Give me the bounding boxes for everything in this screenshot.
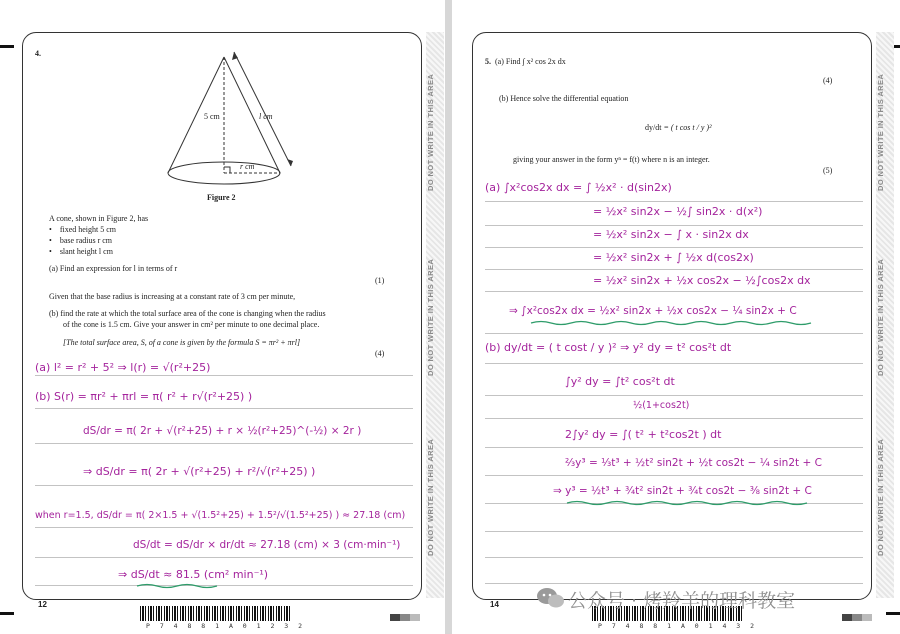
part-a-marks: (4): [823, 76, 833, 85]
hw-expand: 2∫y² dy = ∫( t² + t²cos2t ) dt: [565, 428, 722, 441]
scan-marker: [842, 614, 872, 621]
part-b-text: (b) Hence solve the differential equation: [499, 94, 629, 103]
question-intro: A cone, shown in Figure 2, has: [49, 214, 149, 223]
part-a-marks: (1): [375, 276, 385, 285]
radius-label: r cm: [240, 162, 255, 171]
hw-double-angle: ½(1+cos2t): [633, 400, 690, 411]
height-label: 5 cm: [204, 112, 220, 121]
hw-substitute: when r=1.5, dS/dr = π( 2×1.5 + √(1.5²+25) + 1.5²/√(1.5²+25) ) ≈ 27.18 (cm): [35, 510, 406, 521]
bullet-height: • fixed height 5 cm: [49, 225, 117, 234]
hw-chain-rule: dS/dt = dS/dr × dr/dt ≈ 27.18 (cm) × 3 (cm·min⁻¹): [133, 539, 401, 551]
question-number: 4.: [35, 49, 41, 58]
do-not-write-margin: DO NOT WRITE IN THIS AREA DO NOT WRITE IN THIS AREA DO NOT WRITE IN THIS AREA: [876, 32, 894, 598]
hw-part-b-answer: ⇒ y³ = ½t³ + ¾t² sin2t + ¾t cos2t − ⅜ sin2t + C: [553, 485, 812, 497]
scan-marker: [390, 614, 420, 621]
do-not-write-margin: DO NOT WRITE IN THIS AREA DO NOT WRITE IN THIS AREA DO NOT WRITE IN THIS AREA: [426, 32, 444, 598]
page-number: 14: [490, 600, 499, 609]
hw-surface-area: (b) S(r) = πr² + πrl = π( r² + r√(r²+25) ): [35, 390, 253, 403]
part-b-marks: (4): [375, 349, 385, 358]
answer-underline: [529, 320, 829, 326]
answer-underline: [135, 583, 225, 589]
hw-integrate-both: ∫y² dy = ∫t² cos²t dt: [565, 375, 675, 388]
formula-note: [The total surface area, S, of a cone is given by the formula S = πr² + πrl]: [63, 338, 301, 347]
answer-form-text: giving your answer in the form yⁿ = f(t) where n is an integer.: [513, 155, 710, 164]
registration-mark: [886, 612, 900, 615]
cone-figure: [148, 49, 298, 189]
page-number: 12: [38, 600, 47, 609]
part-b-marks: (5): [823, 166, 833, 175]
hw-part-a: (a) l² = r² + 5² ⇒ l(r) = √(r²+25): [35, 361, 211, 374]
differential-equation: dy/dt = ( t cos t / y )²: [645, 123, 712, 132]
hw-separate-variables: (b) dy/dt = ( t cost / y )² ⇒ y² dy = t² cos²t dt: [485, 341, 732, 354]
registration-mark: [0, 45, 14, 48]
figure-caption: Figure 2: [207, 193, 236, 202]
registration-mark: [0, 612, 14, 615]
answer-frame: [472, 32, 872, 600]
slant-label: l cm: [259, 112, 273, 121]
answer-frame: [22, 32, 422, 600]
hw-derivative: dS/dr = π( 2r + √(r²+25) + r × ½(r²+25)^(-½) × 2r ): [83, 425, 362, 437]
hw-integral-setup: (a) ∫x²cos2x dx = ∫ ½x² · d(sin2x): [485, 181, 672, 194]
hw-derivative-simplified: ⇒ dS/dr = π( 2r + √(r²+25) + r²/√(r²+25) ): [83, 465, 316, 478]
hw-step-4: = ½x² sin2x + ½x cos2x − ½∫cos2x dx: [593, 274, 811, 287]
hw-step-1: = ½x² sin2x − ½∫ sin2x · d(x²): [593, 205, 763, 218]
barcode-text: P 7 4 8 8 1 A 0 1 4 3 2: [598, 622, 758, 630]
bullet-slant: • slant height l cm: [49, 247, 113, 256]
hw-final-answer: ⇒ dS/dt ≈ 81.5 (cm² min⁻¹): [118, 568, 269, 581]
barcode: [140, 606, 290, 621]
part-a-text: (a) Find an expression for l in terms of r: [49, 264, 178, 273]
hw-step-3: = ½x² sin2x + ∫ ½x d(cos2x): [593, 251, 754, 264]
watermark-text: 公众号 · 烤羚羊的理科教室: [568, 590, 796, 612]
question-number-5: 5. (a) Find ∫ x² cos 2x dx: [485, 57, 566, 66]
slant-arrow: [234, 52, 291, 166]
bullet-radius: • base radius r cm: [49, 236, 113, 245]
wechat-icon: [536, 586, 566, 610]
hw-part-a-answer: ⇒ ∫x²cos2x dx = ½x² sin2x + ½x cos2x − ¼ sin2x + C: [509, 305, 797, 317]
barcode-text: P 7 4 8 8 1 A 0 1 2 3 2: [146, 622, 306, 630]
part-b-line1: (b) find the rate at which the total surface area of the cone is changing when the radius: [49, 309, 326, 318]
hw-integrated: ⅔y³ = ⅓t³ + ½t² sin2t + ½t cos2t − ¼ sin2t + C: [565, 457, 822, 469]
exam-page-left: [0, 0, 445, 634]
given-text: Given that the base radius is increasing at a constant rate of 3 cm per minute,: [49, 292, 296, 301]
hw-step-2: = ½x² sin2x − ∫ x · sin2x dx: [593, 228, 749, 241]
part-b-line2: of the cone is 1.5 cm. Give your answer in cm² per minute to one decimal place.: [63, 320, 320, 329]
answer-underline: [565, 500, 825, 506]
